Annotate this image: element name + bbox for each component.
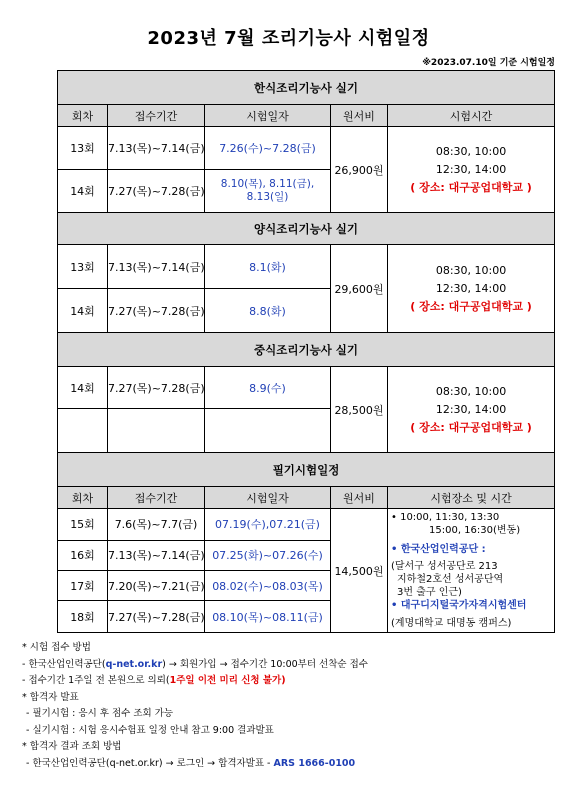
date-cell: 8.8(화) bbox=[205, 289, 331, 333]
section-title-written: 필기시험일정 bbox=[58, 453, 555, 487]
note-result-step: - 한국산업인력공단(q-net.or.kr) → 로그인 → 합격자발표 - ARS 1666-0100 bbox=[26, 757, 356, 769]
header-date: 시험일자 bbox=[205, 487, 331, 509]
header-fee: 원서비 bbox=[331, 487, 388, 509]
round-cell: 18회 bbox=[58, 601, 108, 633]
date-cell: 7.26(수)~7.28(금) bbox=[205, 127, 331, 170]
note-written-result: - 필기시험 : 응시 후 점수 조회 가능 bbox=[26, 708, 174, 719]
section-title-korean: 한식조리기능사 실기 bbox=[58, 71, 555, 105]
loc-addr-3: 3번 출구 인근) bbox=[397, 587, 462, 598]
period-cell: 7.27(목)~7.28(금) bbox=[108, 170, 205, 213]
place-label: ( 장소: 대구공업대학교 ) bbox=[410, 420, 532, 434]
loc-time-2: 15:00, 16:30(변동) bbox=[429, 525, 521, 536]
time-line-1: 08:30, 10:00 bbox=[435, 263, 507, 277]
header-period: 접수기간 bbox=[108, 105, 205, 127]
table-row bbox=[58, 509, 555, 541]
round-cell bbox=[58, 409, 108, 453]
header-period: 접수기간 bbox=[108, 487, 205, 509]
ars-number: ARS 1666-0100 bbox=[273, 757, 356, 769]
header-row bbox=[58, 487, 555, 509]
round-cell: 16회 bbox=[58, 540, 108, 570]
location-cell bbox=[388, 509, 555, 633]
date-cell: 07.25(화)~07.26(수) bbox=[205, 540, 331, 570]
date-line-2: 8.13(일) bbox=[246, 191, 289, 203]
round-cell: 15회 bbox=[58, 509, 108, 541]
header-round: 회차 bbox=[58, 487, 108, 509]
page-title: 2023년 7월 조리기능사 시험일정 bbox=[147, 28, 430, 49]
date-cell bbox=[205, 409, 331, 453]
notes bbox=[22, 640, 368, 772]
round-cell: 17회 bbox=[58, 570, 108, 600]
loc-addr-4: (계명대학교 대명동 캠퍼스) bbox=[391, 618, 512, 629]
date-line-1: 8.10(목), 8.11(금), bbox=[220, 178, 315, 190]
header-date: 시험일자 bbox=[205, 105, 331, 127]
section-title-chinese: 중식조리기능사 실기 bbox=[58, 333, 555, 367]
fee-cell: 14,500원 bbox=[331, 509, 388, 633]
fee-cell: 28,500원 bbox=[331, 367, 388, 453]
header-row bbox=[58, 105, 555, 127]
place-label: ( 장소: 대구공업대학교 ) bbox=[410, 299, 532, 313]
note-request: - 접수기간 1주일 전 본원으로 의뢰(1주일 이전 미리 신청 불가) bbox=[22, 675, 286, 686]
time-line-2: 12:30, 14:00 bbox=[435, 162, 507, 176]
note-practical-result: - 실기시험 : 시험 응시수험표 일정 안내 참고 9:00 결과발표 bbox=[26, 724, 274, 736]
note-application-method: * 시험 접수 방법 bbox=[22, 642, 91, 653]
table-row bbox=[58, 245, 555, 289]
period-cell: 7.13(목)~7.14(금) bbox=[108, 245, 205, 289]
loc-addr-1: (달서구 성서공단로 213 bbox=[391, 561, 498, 572]
round-cell: 14회 bbox=[58, 170, 108, 213]
header-time: 시험시간 bbox=[388, 105, 555, 127]
time-line-1: 08:30, 10:00 bbox=[435, 384, 507, 398]
period-cell: 7.20(목)~7.21(금) bbox=[108, 570, 205, 600]
time-line-2: 12:30, 14:00 bbox=[435, 281, 507, 295]
time-cell bbox=[388, 127, 555, 213]
time-cell bbox=[388, 245, 555, 333]
section-title-western: 양식조리기능사 실기 bbox=[58, 213, 555, 245]
period-cell: 7.27(목)~7.28(금) bbox=[108, 367, 205, 409]
header-fee: 원서비 bbox=[331, 105, 388, 127]
place-label: ( 장소: 대구공업대학교 ) bbox=[410, 180, 532, 194]
period-cell bbox=[108, 409, 205, 453]
table-row bbox=[58, 367, 555, 409]
date-cell: 8.9(수) bbox=[205, 367, 331, 409]
period-cell: 7.27(목)~7.28(금) bbox=[108, 601, 205, 633]
round-cell: 14회 bbox=[58, 367, 108, 409]
loc-addr-2: 지하철2호선 성서공단역 bbox=[397, 574, 504, 585]
period-cell: 7.13(목)~7.14(금) bbox=[108, 540, 205, 570]
date-cell: 08.02(수)~08.03(목) bbox=[205, 570, 331, 600]
qnet-link[interactable]: q-net.or.kr bbox=[105, 658, 163, 670]
loc-org-2: • 대구디지털국가자격시험센터 bbox=[391, 600, 527, 611]
header-location-time: 시험장소 및 시간 bbox=[388, 487, 555, 509]
date-cell: 08.10(목)~08.11(금) bbox=[205, 601, 331, 633]
time-line-2: 12:30, 14:00 bbox=[435, 402, 507, 416]
fee-cell: 26,900원 bbox=[331, 127, 388, 213]
round-cell: 13회 bbox=[58, 245, 108, 289]
note-pass-announcement: * 합격자 발표 bbox=[22, 691, 79, 703]
time-line-1: 08:30, 10:00 bbox=[435, 144, 507, 158]
fee-cell: 29,600원 bbox=[331, 245, 388, 333]
period-cell: 7.6(목)~7.7(금) bbox=[108, 509, 205, 541]
schedule-table bbox=[57, 70, 555, 633]
period-cell: 7.27(목)~7.28(금) bbox=[108, 289, 205, 333]
table-row bbox=[58, 127, 555, 170]
note-result-method: * 합격자 결과 조회 방법 bbox=[22, 741, 122, 752]
period-cell: 7.13(목)~7.14(금) bbox=[108, 127, 205, 170]
date-cell: 8.1(화) bbox=[205, 245, 331, 289]
header-round: 회차 bbox=[58, 105, 108, 127]
loc-time-1: • 10:00, 11:30, 13:30 bbox=[391, 512, 500, 523]
note-application-step: - 한국산업인력공단(q-net.or.kr) → 회원가입 → 접수기간 10:00부터 선착순 접수 bbox=[22, 658, 368, 670]
basis-date: ※2023.07.10일 기준 시험일정 bbox=[422, 58, 555, 68]
time-cell bbox=[388, 367, 555, 453]
loc-org-1: • 한국산업인력공단 : bbox=[391, 544, 486, 555]
round-cell: 14회 bbox=[58, 289, 108, 333]
round-cell: 13회 bbox=[58, 127, 108, 170]
date-cell: 07.19(수),07.21(금) bbox=[205, 509, 331, 541]
date-cell bbox=[205, 170, 331, 213]
